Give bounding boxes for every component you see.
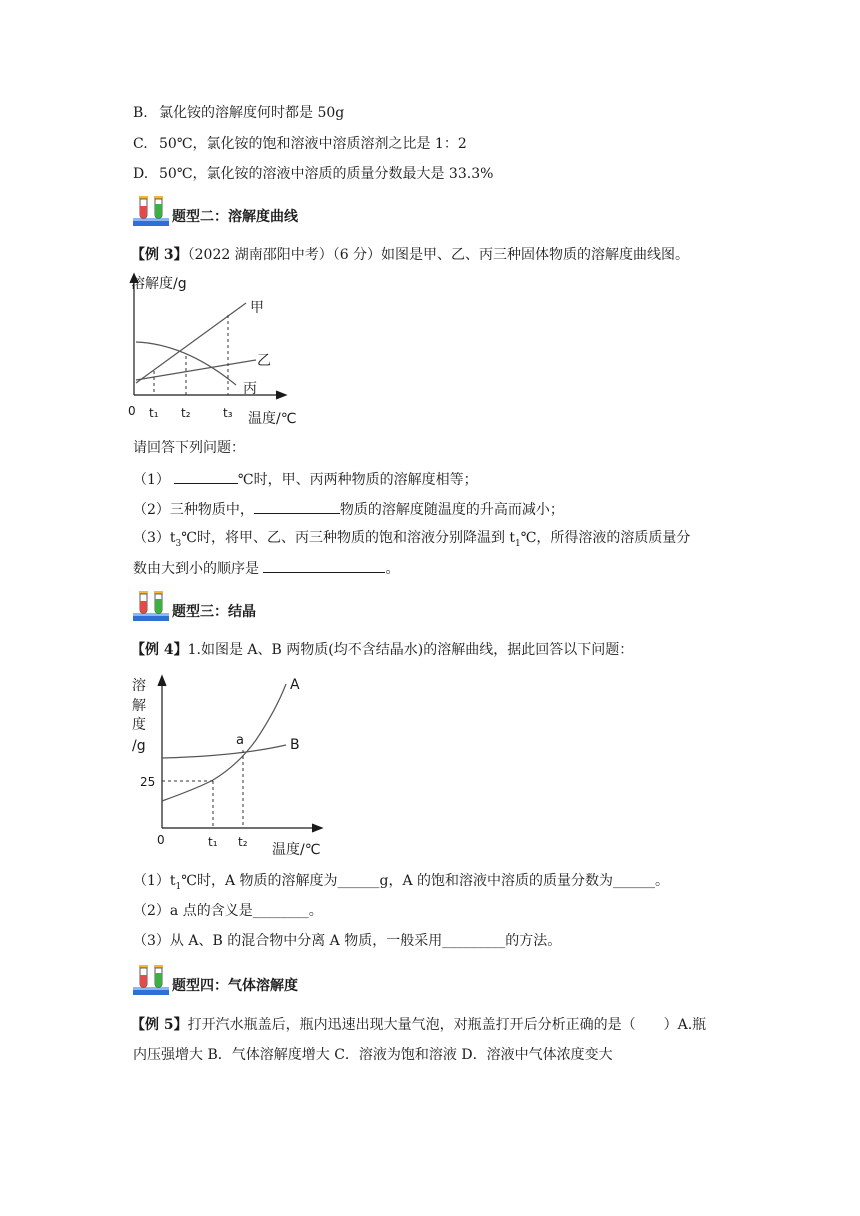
- option-c: [133, 134, 467, 154]
- series-label-bing: 丙: [243, 381, 257, 397]
- tick-t1: t₁: [149, 406, 159, 420]
- section-title: 题型四：气体溶解度: [172, 978, 298, 994]
- origin-label: 0: [157, 833, 165, 847]
- option-text: 氯化铵的溶解度何时都是 50g: [159, 105, 345, 121]
- tick-t2: t₂: [238, 835, 248, 849]
- option-letter: D.: [133, 166, 149, 182]
- option-b: [133, 103, 344, 123]
- q-text: （1）t: [133, 873, 176, 889]
- series-label-a: A: [290, 677, 300, 693]
- example-5-cont: 内压强增大 B．气体溶解度增大 C．溶液为饱和溶液 D．溶液中气体浓度变大: [133, 1047, 613, 1063]
- prompt-text: 请回答下列问题：: [133, 440, 245, 456]
- y-axis-label-2: 解: [132, 698, 146, 714]
- section-title: 题型二：溶解度曲线: [172, 209, 298, 225]
- solubility-chart-2: [128, 670, 328, 862]
- option-text: 50℃，氯化铵的溶液中溶质的质量分数最大是 33.3%: [159, 166, 494, 182]
- y-axis-label-1: 溶: [132, 678, 146, 694]
- series-label-jia: 甲: [250, 300, 264, 316]
- answer-blank: [174, 469, 238, 484]
- test-tubes-icon: [132, 962, 170, 996]
- curve-a: [162, 684, 286, 801]
- q-text: 。: [385, 561, 400, 577]
- y-axis-label: 溶解度/g: [131, 276, 187, 292]
- example-tag: 【例 5】: [131, 1017, 188, 1033]
- example-5: [131, 1015, 706, 1035]
- solubility-chart-1: [126, 270, 308, 430]
- subscript: 1: [515, 538, 521, 549]
- series-label-yi: 乙: [257, 353, 271, 369]
- curve-b: [162, 745, 286, 758]
- example-3: [131, 245, 689, 265]
- q-text: ℃时，A 物质的溶解度为______g，A 的饱和溶液中溶质的质量分数为______。: [181, 873, 670, 889]
- question-4-2: （2）a 点的含义是________。: [133, 903, 323, 919]
- example-4: [131, 640, 633, 660]
- example-tag: 【例 4】: [131, 642, 188, 658]
- question-4-3: （3）从 A、B 的混合物中分离 A 物质，一般采用_________的方法。: [133, 933, 562, 949]
- series-label-b: B: [290, 737, 300, 753]
- q-text: 物质的溶解度随温度的升高而减小；: [339, 502, 564, 518]
- answer-blank: [263, 558, 385, 573]
- example-text: （2022 湖南邵阳中考）（6 分）如图是甲、乙、丙三种固体物质的溶解度曲线图。: [187, 247, 690, 263]
- q-text: （3）t: [133, 530, 176, 546]
- q-text: ℃时，甲、丙两种物质的溶解度相等；: [237, 472, 478, 488]
- test-tubes-icon: [132, 588, 170, 622]
- question-2: [133, 499, 564, 520]
- example-text: 1.如图是 A、B 两物质(均不含结晶水)的溶解曲线，据此回答以下问题：: [187, 642, 634, 658]
- section-heading-4: [132, 962, 298, 996]
- test-tubes-icon: [132, 193, 170, 227]
- x-axis-label: 温度/℃: [272, 842, 321, 858]
- question-3-cont: [133, 558, 399, 579]
- option-d: [133, 164, 493, 184]
- question-4-1: [133, 871, 669, 897]
- tick-t1: t₁: [208, 835, 218, 849]
- point-label-a: a: [236, 733, 244, 748]
- example-text: 打开汽水瓶盖后，瓶内迅速出现大量气泡，对瓶盖打开后分析正确的是（ ）A.瓶: [187, 1017, 707, 1033]
- q-text: ℃时，将甲、乙、丙三种物质的饱和溶液分别降温到 t: [181, 530, 516, 546]
- q-text: 数由大到小的顺序是: [133, 561, 264, 577]
- section-title: 题型三：结晶: [172, 604, 256, 620]
- tick-t3: t₃: [223, 406, 233, 420]
- question-3: [133, 528, 690, 554]
- q-text: ℃，所得溶液的溶质质量分: [520, 530, 691, 546]
- origin-label: 0: [128, 404, 136, 418]
- option-letter: B.: [133, 105, 148, 121]
- y-axis-label-3: 度: [132, 717, 146, 733]
- option-text: 50℃，氯化铵的饱和溶液中溶质溶剂之比是 1：2: [159, 136, 467, 152]
- y-tick-25: 25: [140, 775, 156, 789]
- answer-blank: [254, 499, 340, 514]
- tick-t2: t₂: [181, 406, 191, 420]
- subscript: 3: [175, 538, 182, 549]
- y-axis-label-4: /g: [132, 738, 146, 754]
- curves: [162, 684, 286, 801]
- subscript: 1: [175, 881, 182, 892]
- q-text: （2）三种物质中，: [133, 502, 254, 518]
- question-1: [133, 469, 478, 490]
- section-heading-3: [132, 588, 256, 622]
- option-letter: C.: [133, 136, 148, 152]
- example-tag: 【例 3】: [131, 247, 188, 263]
- q-number: （1）: [133, 472, 170, 488]
- section-heading-2: [132, 193, 298, 227]
- x-axis-label: 温度/℃: [248, 411, 297, 427]
